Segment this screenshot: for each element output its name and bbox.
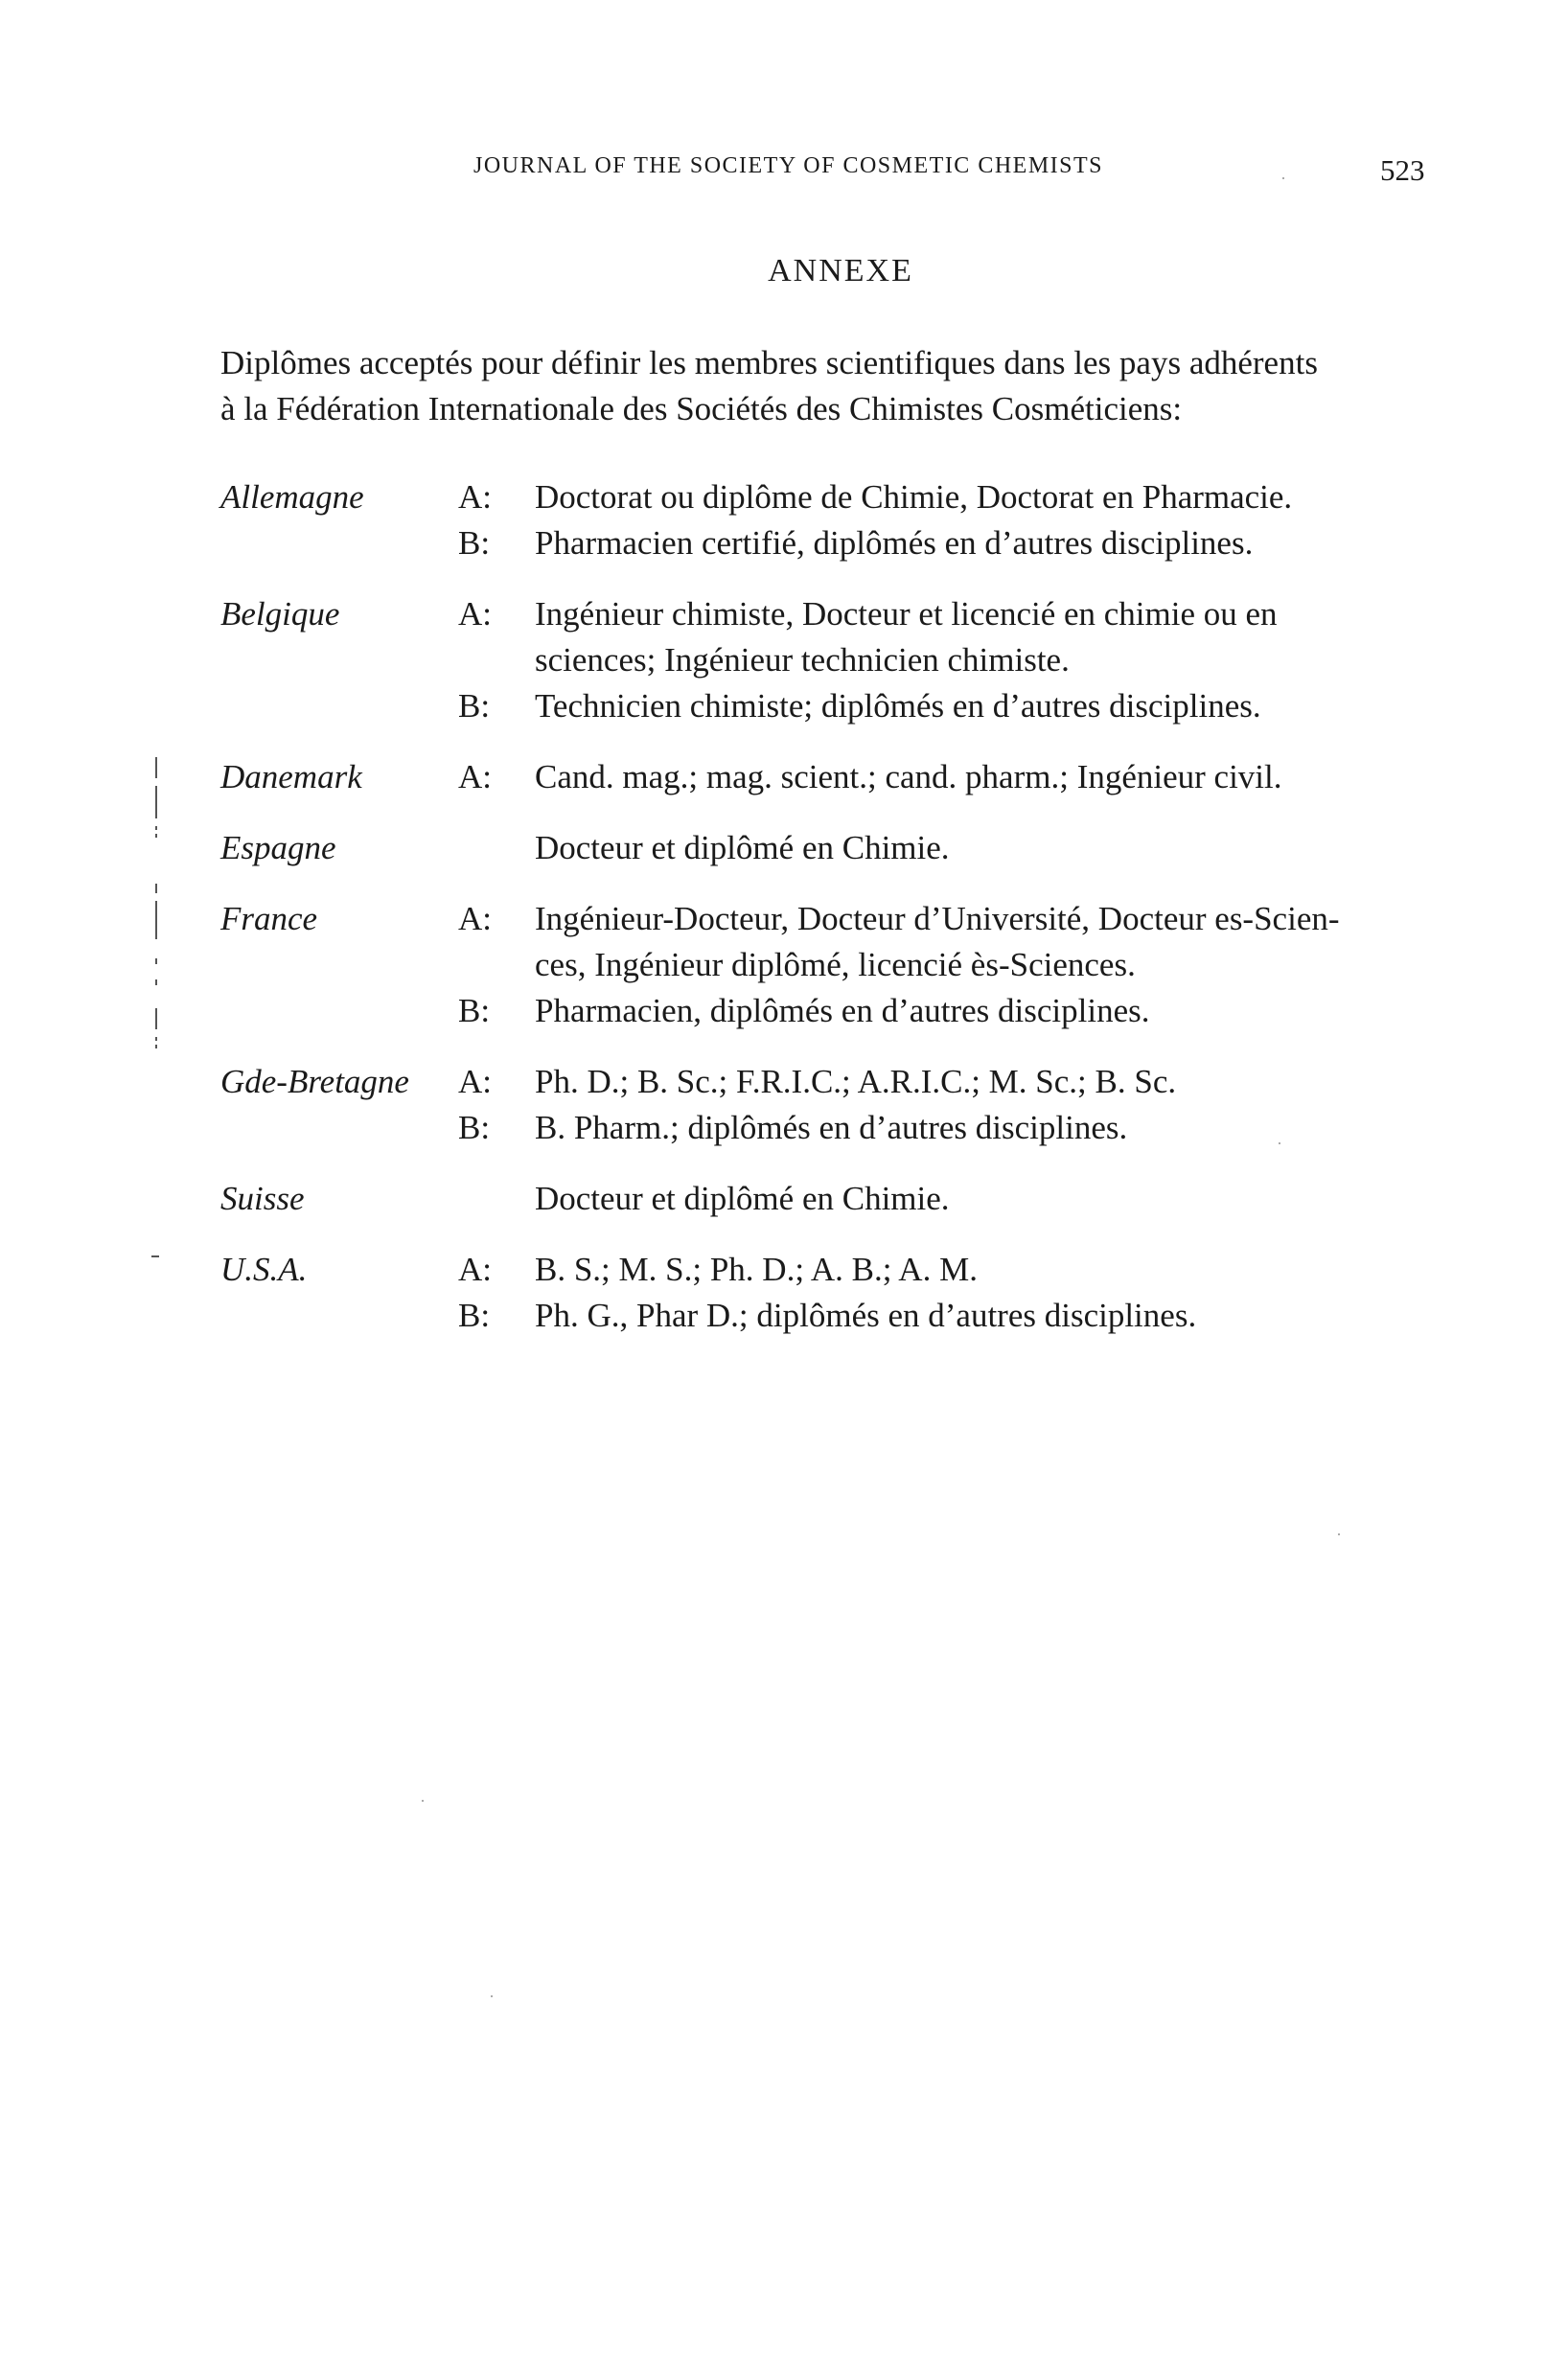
degree-text [535,683,1438,729]
country-name: Belgique [220,595,340,633]
degree-text [535,754,1438,800]
country-entry [220,591,1438,729]
degree-line: Doctorat ou diplôme de Chimie, Doctorat en Pharmacie. [535,478,1293,516]
paper-speck [1282,177,1284,179]
country-entry [220,1176,1438,1222]
country-name: Gde-Bretagne [220,1063,409,1100]
degree-text [535,1247,1438,1293]
degree-key: A: [458,900,492,937]
margin-mark [155,979,157,985]
degree-row [220,520,1438,566]
paper-speck [491,1995,493,1997]
intro-line: à la Fédération Internationale des Sociétés des Chimistes Cosméticiens: [220,390,1183,427]
margin-mark [155,786,157,818]
entry-gap [220,871,1438,896]
entry-gap [220,1222,1438,1247]
margin-mark [155,826,157,830]
degree-line: B. S.; M. S.; Ph. D.; A. B.; A. M. [535,1251,978,1288]
country-degree-list [220,474,1438,1339]
paper-speck [1279,1142,1280,1144]
degree-line: Pharmacien, diplômés en d’autres disciplines. [535,992,1150,1029]
country-name: U.S.A. [220,1251,308,1288]
entry-gap [220,566,1438,591]
degree-text [535,988,1438,1034]
degree-line: sciences; Ingénieur technicien chimiste. [535,641,1070,679]
degree-line: Cand. mag.; mag. scient.; cand. pharm.; Ingénieur civil. [535,758,1282,795]
degree-text [535,1105,1438,1151]
degree-text [535,1293,1438,1339]
degree-row [220,1059,1438,1105]
country-name: Suisse [220,1180,305,1217]
running-head: JOURNAL OF THE SOCIETY OF COSMETIC CHEMISTS [473,153,1103,178]
degree-line: Docteur et diplômé en Chimie. [535,829,950,866]
country-name: Espagne [220,829,336,866]
degree-text [535,1059,1438,1105]
margin-mark [151,1255,159,1257]
degree-key: A: [458,1251,492,1288]
degree-line: Pharmacien certifié, diplômés en d’autres disciplines. [535,524,1254,562]
degree-text [535,825,1438,871]
country-name: France [220,900,318,937]
degree-row [220,591,1438,683]
degree-text [535,474,1438,520]
degree-row [220,1176,1438,1222]
country-entry [220,1247,1438,1339]
degree-line: B. Pharm.; diplômés en d’autres disciplines. [535,1109,1128,1146]
country-entry [220,1059,1438,1151]
country-entry [220,896,1438,1034]
degree-key: B: [458,687,491,725]
degree-line: Ph. D.; B. Sc.; F.R.I.C.; A.R.I.C.; M. Sc.; B. Sc. [535,1063,1177,1100]
margin-mark [155,1037,157,1041]
degree-row [220,825,1438,871]
degree-text [535,1176,1438,1222]
degree-key: B: [458,1109,491,1146]
margin-mark [155,901,157,939]
degree-key: A: [458,478,492,516]
country-entry [220,754,1438,800]
entry-gap [220,1151,1438,1176]
degree-line: Ingénieur chimiste, Docteur et licencié en chimie ou en [535,595,1278,633]
page-number: 523 [1380,153,1425,187]
country-entry [220,825,1438,871]
degree-key: B: [458,1297,491,1334]
country-name: Allemagne [220,478,364,516]
intro-paragraph [220,340,1438,432]
margin-mark [155,884,157,893]
degree-row [220,1105,1438,1151]
degree-key: A: [458,1063,492,1100]
degree-line: Ph. G., Phar D.; diplômés en d’autres disciplines. [535,1297,1197,1334]
degree-row [220,1247,1438,1293]
degree-key: A: [458,758,492,795]
country-name: Danemark [220,758,362,795]
degree-key: A: [458,595,492,633]
paper-speck [422,1800,424,1802]
degree-line: Docteur et diplômé en Chimie. [535,1180,950,1217]
paper-speck [1338,1533,1340,1535]
degree-row [220,1293,1438,1339]
margin-mark [155,834,157,838]
degree-row [220,896,1438,988]
entry-gap [220,729,1438,754]
degree-text [535,520,1438,566]
degree-line: Technicien chimiste; diplômés en d’autres disciplines. [535,687,1261,725]
intro-line: Diplômes acceptés pour définir les membres scientifiques dans les pays adhérents [220,344,1318,381]
degree-row [220,754,1438,800]
degree-key: B: [458,992,491,1029]
degree-line: ces, Ingénieur diplômé, licencié ès-Sciences. [535,946,1136,983]
degree-text [535,896,1438,988]
margin-mark [155,958,157,964]
country-entry [220,474,1438,566]
degree-row [220,988,1438,1034]
margin-mark [155,757,157,778]
degree-row [220,474,1438,520]
degree-row [220,683,1438,729]
degree-text [535,591,1438,683]
degree-key: B: [458,524,491,562]
entry-gap [220,1034,1438,1059]
entry-gap [220,800,1438,825]
degree-line: Ingénieur-Docteur, Docteur d’Université, Docteur es-Scien- [535,900,1340,937]
margin-mark [155,1008,157,1029]
margin-mark [155,1045,157,1048]
section-title: ANNEXE [768,253,913,288]
